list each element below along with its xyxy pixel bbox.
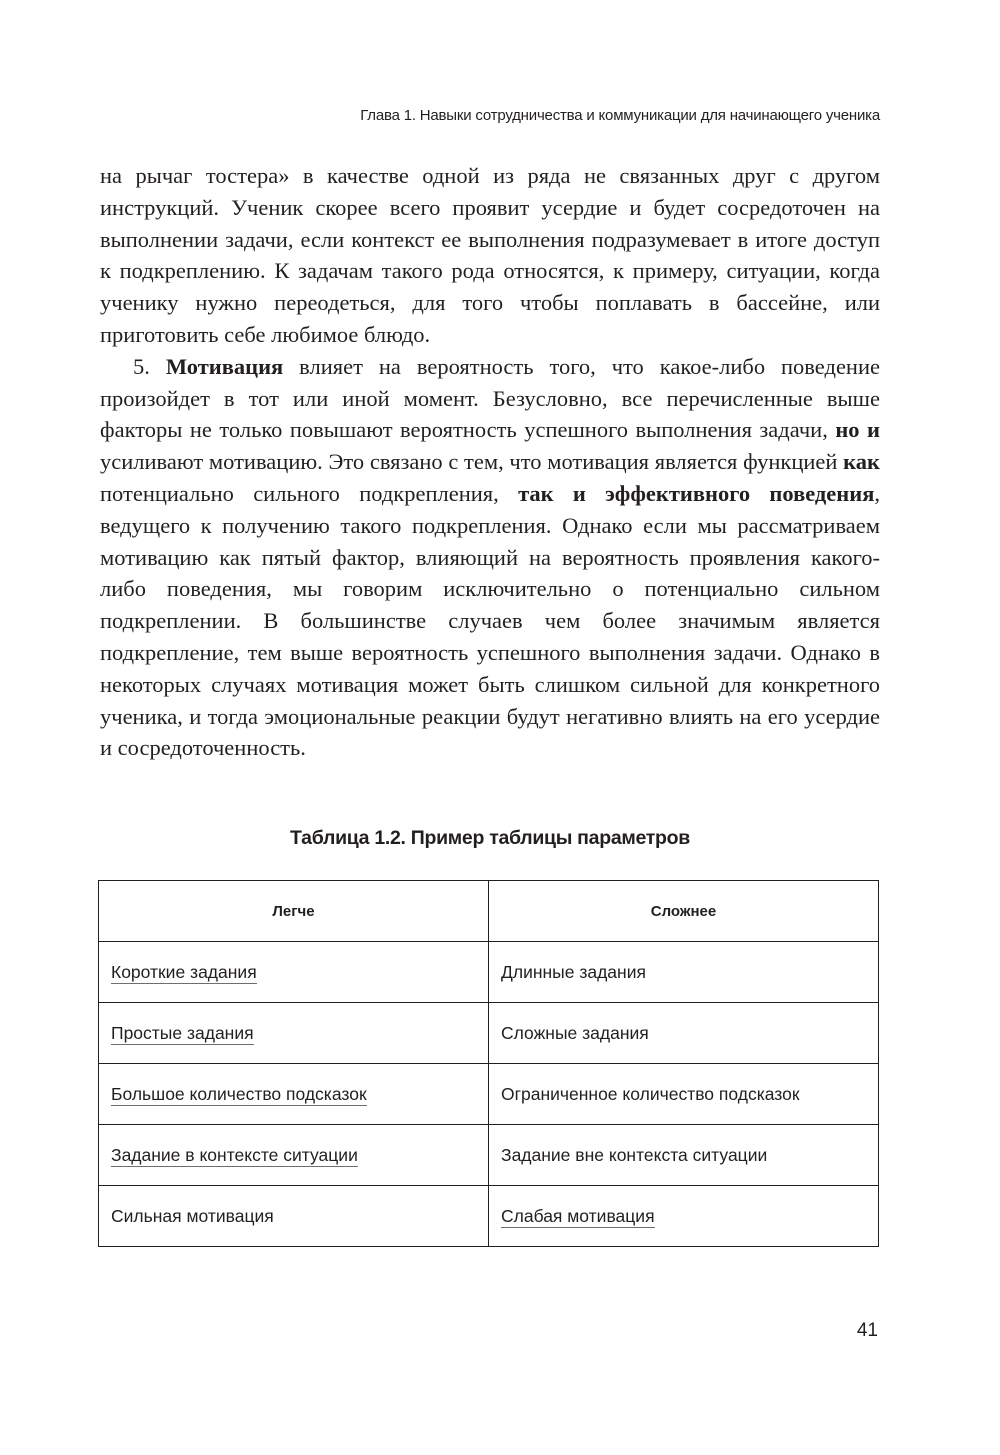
table-row — [99, 1064, 879, 1125]
bold-phrase: так и эффективного поведения — [518, 480, 875, 506]
cell-text: Простые задания — [111, 1022, 254, 1043]
table-caption: Таблица 1.2. Пример таблицы параметров — [290, 827, 690, 849]
table-cell — [489, 1003, 879, 1064]
body-text — [100, 160, 880, 764]
paragraph-motivation: 5. Мотивация влияет на вероятность того, что какое-либо поведение произойдет в тот или иной момент. Безусловно, все перечисленные выше факторы не только повышают вероятность успешного выполнения задачи, но и усиливают мотивацию. Это связано с тем, что мотивация является функцией как потенциально сильного подкрепления, так и эффективного поведения, ведущего к получению такого подкрепления. Однако если мы рассматриваем мотивацию как пятый фактор, влияющий на вероятность проявления какого-либо поведения, мы говорим исключительно о потенциально сильном подкреплении. В большинстве случаев чем более значимым является подкрепление, тем выше вероятность успешного выполнения задачи. Однако в некоторых случаях мотивация может быть слишком сильной для конкретного ученика, и тогда эмоциональные реакции будут негативно влиять на его усердие и сосредоточенность. — [100, 353, 881, 761]
cell-text: Задание в контексте ситуации — [111, 1144, 358, 1165]
table-cell — [99, 1186, 489, 1247]
list-number: 5. — [133, 353, 150, 379]
table-cell — [489, 1186, 879, 1247]
table-row — [99, 1186, 879, 1247]
table-cell — [489, 1064, 879, 1125]
table-header-row — [99, 881, 879, 942]
table-cell — [99, 1125, 489, 1186]
cell-text: Слабая мотивация — [501, 1205, 655, 1226]
page-number: 41 — [856, 1320, 878, 1341]
bold-phrase: как — [843, 449, 881, 475]
cell-text: Задание вне контекста ситуации — [501, 1144, 768, 1165]
table-cell — [99, 942, 489, 1003]
table-row — [99, 1125, 879, 1186]
term-motivation: Мотивация — [165, 353, 284, 379]
table-cell — [99, 1003, 489, 1064]
cell-text: Большое количество подсказок — [111, 1083, 367, 1104]
paragraph-continuation: на рычаг тостера» в качестве одной из ряда не связанных друг с другом инструкций. Ученик скорее всего проявит усердие и будет сосредоточен на выполнении задачи, если контекст ее выполнения подразумевает в итоге доступ к подкреплению. К задачам такого рода относятся, к примеру, ситуации, когда ученику нужно переодеться, для того чтобы поплавать в бассейне, или приготовить себе любимое блюдо. — [100, 163, 880, 347]
cell-text: Сильная мотивация — [111, 1205, 274, 1226]
column-header-easier: Легче — [99, 881, 489, 942]
table-cell — [489, 942, 879, 1003]
cell-text: Длинные задания — [501, 961, 646, 982]
bold-phrase: но и — [835, 417, 880, 443]
column-header-harder: Сложнее — [489, 881, 879, 942]
table-cell — [489, 1125, 879, 1186]
cell-text: Сложные задания — [501, 1022, 649, 1043]
running-head: Глава 1. Навыки сотрудничества и коммуникации для начинающего ученика — [360, 107, 880, 124]
cell-text: Ограниченное количество подсказок — [501, 1083, 800, 1104]
table-row — [99, 942, 879, 1003]
cell-text: Короткие задания — [111, 961, 257, 982]
table-cell — [99, 1064, 489, 1125]
parameters-table — [98, 880, 879, 1247]
table-row — [99, 1003, 879, 1064]
